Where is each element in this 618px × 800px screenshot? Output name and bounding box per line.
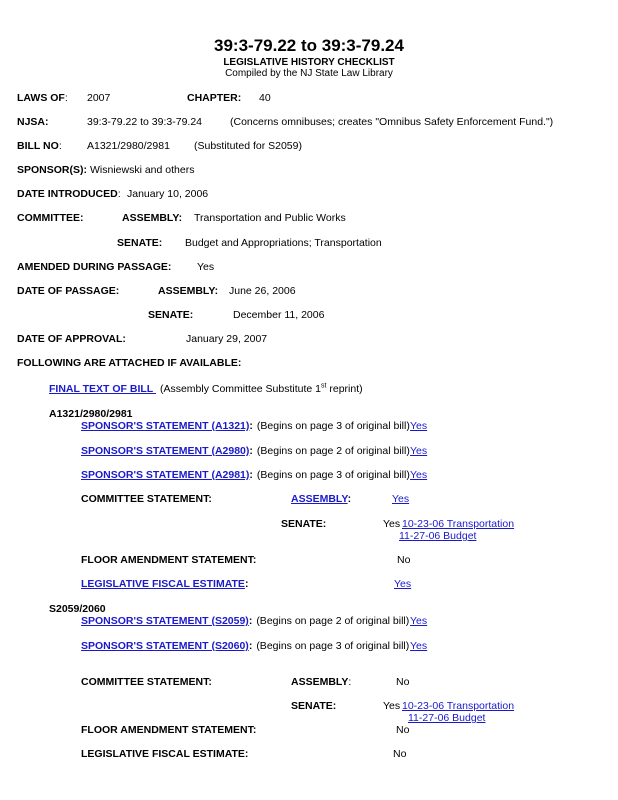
floor-amendment-a-value: No (397, 554, 411, 566)
committee-statement-a-assembly-link[interactable]: ASSEMBLY (291, 493, 348, 505)
sponsor-statement-a2981-link[interactable]: SPONSOR'S STATEMENT (A2981) (81, 469, 250, 481)
committee-statement-s-senate-budget-link[interactable]: 11-27-06 Budget (408, 712, 486, 724)
sponsor-statement-note: (Begins on page 3 of original bill) (256, 420, 410, 432)
sponsor-statement-note: (Begins on page 2 of original bill) (256, 445, 410, 457)
sponsor-statement-s2059-row (81, 615, 409, 627)
sponsor-statement-colon: : (249, 469, 253, 481)
committee-statement-s-assembly-value: No (396, 676, 410, 688)
page-title: 39:3-79.22 to 39:3-79.24 (214, 36, 404, 55)
date-introduced-label: DATE INTRODUCED (17, 188, 118, 200)
sponsor-statement-a2980-yes-link[interactable]: Yes (410, 445, 428, 457)
fiscal-estimate-a-colon: : (244, 578, 249, 590)
sponsor-statement-note: (Begins on page 3 of original bill) (256, 640, 410, 652)
sponsor-statement-colon: : (249, 445, 253, 457)
fiscal-estimate-a-row (81, 578, 248, 590)
sponsor-statement-colon: : (248, 615, 253, 627)
final-text-link[interactable]: FINAL TEXT OF BILL (49, 383, 156, 395)
committee-senate-value: Budget and Appropriations; Transportation (185, 237, 382, 249)
laws-of-label-group (17, 92, 68, 104)
committee-statement-s-senate-transportation-link[interactable]: 10-23-06 Transportation (402, 700, 515, 712)
bill-no-label-group (17, 140, 62, 152)
compiled-by: Compiled by the NJ State Law Library (225, 68, 393, 79)
sponsor-statement-s2059-link[interactable]: SPONSOR'S STATEMENT (S2059) (81, 615, 249, 627)
chapter-value: 40 (259, 92, 271, 104)
sponsor-statement-a1321-yes-link[interactable]: Yes (410, 420, 428, 432)
section-s-heading: S2059/2060 (49, 603, 106, 615)
sponsor-statement-a2981-row (81, 469, 410, 481)
sponsor-statement-colon: : (248, 640, 253, 652)
committee-senate-label: SENATE: (117, 237, 163, 249)
sponsor-statement-a2981-yes-link[interactable]: Yes (410, 469, 428, 481)
bill-no-colon: : (58, 140, 62, 152)
committee-statement-s-assembly-colon: : (348, 676, 352, 688)
date-introduced-colon: : (117, 188, 121, 200)
committee-statement-a-senate-label: SENATE: (281, 518, 327, 530)
sponsor-statement-a2980-row (81, 445, 410, 457)
final-text-note-pre: (Assembly Committee Substitute 1 (159, 383, 322, 395)
committee-statement-a-assembly (291, 493, 351, 505)
laws-of-colon: : (64, 92, 68, 104)
page-subtitle: LEGISLATIVE HISTORY CHECKLIST (223, 57, 395, 68)
sponsor-statement-note: (Begins on page 3 of original bill) (256, 469, 410, 481)
approval-label: DATE OF APPROVAL: (17, 333, 126, 345)
sponsor-statement-s2060-row (81, 640, 409, 652)
fiscal-estimate-a-link[interactable]: LEGISLATIVE FISCAL ESTIMATE (81, 578, 245, 590)
passage-senate-label: SENATE: (148, 309, 194, 321)
amended-value: Yes (197, 261, 215, 273)
final-text-note-post: reprint) (326, 383, 363, 395)
sponsors-label: SPONSOR(S): (17, 164, 88, 176)
committee-statement-s-assembly-label: ASSEMBLY (291, 676, 349, 688)
passage-senate-value: December 11, 2006 (233, 309, 325, 321)
committee-statement-s-label: COMMITTEE STATEMENT: (81, 676, 212, 688)
sponsor-statement-colon: : (249, 420, 253, 432)
committee-statement-a-label: COMMITTEE STATEMENT: (81, 493, 212, 505)
committee-statement-a-assembly-yes-link[interactable]: Yes (392, 493, 410, 505)
bill-no-value: A1321/2980/2981 (87, 140, 170, 152)
committee-statement-s-senate-value: Yes (383, 700, 401, 712)
passage-label: DATE OF PASSAGE: (17, 285, 120, 297)
njsa-note: (Concerns omnibuses; creates "Omnibus Safety Enforcement Fund.") (230, 116, 554, 128)
amended-label: AMENDED DURING PASSAGE: (17, 261, 172, 273)
fiscal-estimate-s-value: No (393, 748, 407, 760)
sponsor-statement-s2060-yes-link[interactable]: Yes (410, 640, 428, 652)
sponsor-statement-a1321-row (81, 420, 410, 432)
chapter-label: CHAPTER: (187, 92, 242, 104)
bill-no-label: BILL NO (17, 140, 59, 152)
fiscal-estimate-a-yes-link[interactable]: Yes (394, 578, 412, 590)
committee-statement-s-assembly (291, 676, 351, 688)
committee-assembly-value: Transportation and Public Works (194, 212, 346, 224)
sponsor-statement-s2059-yes-link[interactable]: Yes (410, 615, 428, 627)
committee-statement-a-senate-transportation-link[interactable]: 10-23-06 Transportation (402, 518, 515, 530)
njsa-value: 39:3-79.22 to 39:3-79.24 (87, 116, 203, 128)
fiscal-estimate-s-label: LEGISLATIVE FISCAL ESTIMATE: (81, 748, 249, 760)
date-introduced-value: January 10, 2006 (127, 188, 209, 200)
floor-amendment-s-label: FLOOR AMENDMENT STATEMENT: (81, 724, 257, 736)
final-text-sup: st (321, 382, 327, 390)
sponsor-statement-a1321-link[interactable]: SPONSOR'S STATEMENT (A1321) (81, 420, 250, 432)
laws-of-value: 2007 (87, 92, 111, 104)
attached-heading: FOLLOWING ARE ATTACHED IF AVAILABLE: (17, 357, 242, 369)
sponsor-statement-s2060-link[interactable]: SPONSOR'S STATEMENT (S2060) (81, 640, 249, 652)
passage-assembly-label: ASSEMBLY: (158, 285, 219, 297)
laws-of-label: LAWS OF (17, 92, 65, 104)
passage-assembly-value: June 26, 2006 (229, 285, 296, 297)
final-text-row (49, 383, 363, 395)
njsa-label: NJSA: (17, 116, 49, 128)
floor-amendment-s-value: No (396, 724, 410, 736)
floor-amendment-a-label: FLOOR AMENDMENT STATEMENT: (81, 554, 257, 566)
date-introduced-label-group (17, 188, 121, 200)
sponsor-statement-a2980-link[interactable]: SPONSOR'S STATEMENT (A2980) (81, 445, 250, 457)
committee-statement-s-senate-label: SENATE: (291, 700, 337, 712)
approval-value: January 29, 2007 (186, 333, 268, 345)
committee-label: COMMITTEE: (17, 212, 84, 224)
bill-no-note: (Substituted for S2059) (194, 140, 302, 152)
committee-assembly-label: ASSEMBLY: (122, 212, 183, 224)
committee-statement-a-assembly-colon: : (347, 493, 352, 505)
sponsors-value: Wisniewski and others (90, 164, 195, 176)
sponsor-statement-note: (Begins on page 2 of original bill) (256, 615, 410, 627)
committee-statement-a-senate-value: Yes (383, 518, 401, 530)
section-a-heading: A1321/2980/2981 (49, 408, 133, 420)
committee-statement-a-senate-budget-link[interactable]: 11-27-06 Budget (399, 530, 477, 542)
